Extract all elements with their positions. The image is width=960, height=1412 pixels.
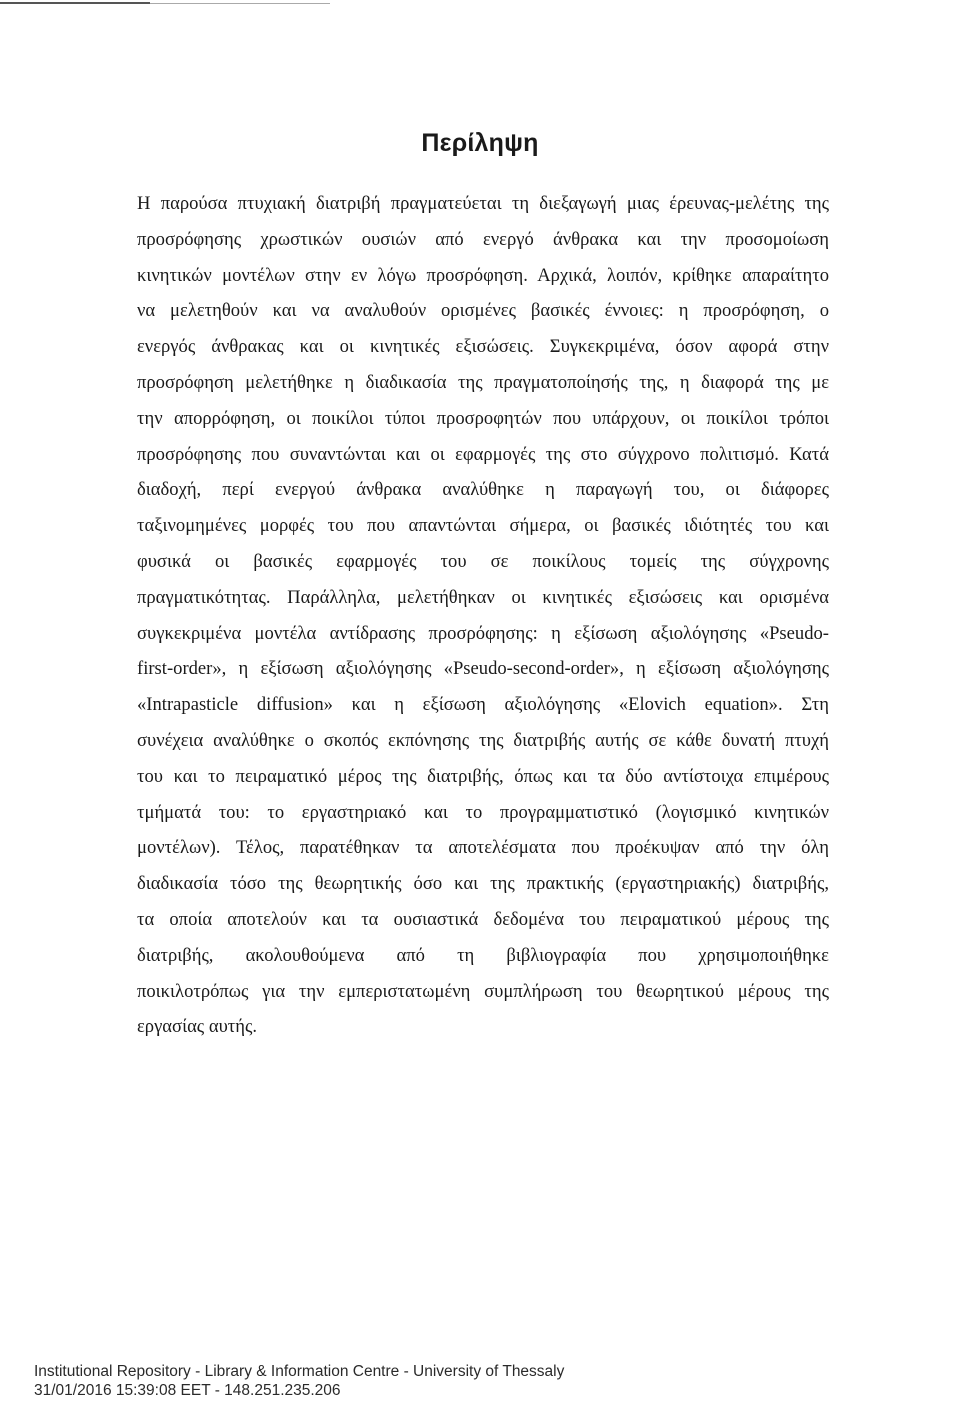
text-line: να μελετηθούν και να αναλυθούν ορισμένες βασικές έννοιες: η προσρόφηση, ο — [137, 300, 829, 322]
abstract-paragraph — [137, 186, 829, 1045]
download-timestamp: 31/01/2016 15:39:08 EET - 148.251.235.206 — [34, 1382, 341, 1399]
text-line: συγκεκριμένα μοντέλα αντίδρασης προσρόφησης: η εξίσωση αξιολόγησης «Pseudo- — [137, 622, 829, 644]
text-line: τα οποία αποτελούν και τα ουσιαστικά δεδομένα του πειραματικού μέρους της — [137, 908, 829, 930]
scan-edge-rule — [0, 2, 150, 4]
repository-footer — [34, 1362, 564, 1400]
text-line: κινητικών μοντέλων στην εν λόγω προσρόφηση. Αρχικά, λοιπόν, κρίθηκε απαραίτητο — [137, 264, 829, 286]
text-line: πραγματικότητας. Παράλληλα, μελετήθηκαν οι κινητικές εξισώσεις και ορισμένα — [137, 586, 829, 608]
text-line: ταξινομημένες μορφές του που απαντώνται σήμερα, οι βασικές ιδιότητές του και — [137, 515, 829, 537]
text-line: προσρόφηση μελετήθηκε η διαδικασία της πραγματοποίησής της, η διαφορά της με — [137, 371, 829, 393]
text-line: «Intrapasticle diffusion» και η εξίσωση αξιολόγησης «Elovich equation». Στη — [137, 694, 829, 716]
text-line: του και το πειραματικό μέρος της διατριβής, όπως και τα δύο αντίστοιχα επιμέρους — [137, 765, 829, 787]
text-line: τμήματά του: το εργαστηριακό και το προγραμματιστικό (λογισμικό κινητικών — [137, 801, 829, 823]
text-line: ποικιλοτρόπως για την εμπεριστατωμένη συμπλήρωση του θεωρητικού μέρους της — [137, 980, 829, 1002]
text-line: διαδοχή, περί ενεργού άνθρακα αναλύθηκε η παραγωγή του, οι διάφορες — [137, 479, 829, 501]
text-line: ενεργός άνθρακας και οι κινητικές εξισώσεις. Συγκεκριμένα, όσον αφορά στην — [137, 336, 829, 358]
text-line: μοντέλων). Τέλος, παρατέθηκαν τα αποτελέσματα που προέκυψαν από την όλη — [137, 837, 829, 859]
text-line: Η παρούσα πτυχιακή διατριβή πραγματεύεται τη διεξαγωγή μιας έρευνας-μελέτης της — [137, 193, 829, 214]
text-line: την απορρόφηση, οι ποικίλοι τύποι προσροφητών που υπάρχουν, οι ποικίλοι τρόποι — [137, 407, 829, 429]
scan-edge-rule-thin — [150, 3, 330, 4]
text-line-last: εργασίας αυτής. — [137, 1016, 257, 1038]
page-title: Περίληψη — [421, 128, 539, 157]
text-line: διαδικασία τόσο της θεωρητικής όσο και της πρακτικής (εργαστηριακής) διατριβής, — [137, 873, 829, 895]
repository-name: Institutional Repository - Library & Information Centre - University of Thessaly — [34, 1363, 565, 1380]
text-line: διατριβής, ακολουθούμενα από τη βιβλιογραφία που χρησιμοποιήθηκε — [137, 944, 829, 966]
text-line: συνέχεια αναλύθηκε ο σκοπός εκπόνησης της διατριβής αυτής σε κάθε δυνατή πτυχή — [137, 729, 829, 751]
text-line: προσρόφησης που συναντώνται και οι εφαρμογές της στο σύγχρονο πολιτισμό. Κατά — [137, 443, 829, 465]
text-line: προσρόφησης χρωστικών ουσιών από ενεργό άνθρακα και την προσομοίωση — [137, 228, 829, 250]
text-line: first-order», η εξίσωση αξιολόγησης «Pseudo-second-order», η εξίσωση αξιολόγησης — [137, 658, 829, 680]
text-line: φυσικά οι βασικές εφαρμογές του σε ποικίλους τομείς της σύγχρονης — [137, 550, 829, 572]
